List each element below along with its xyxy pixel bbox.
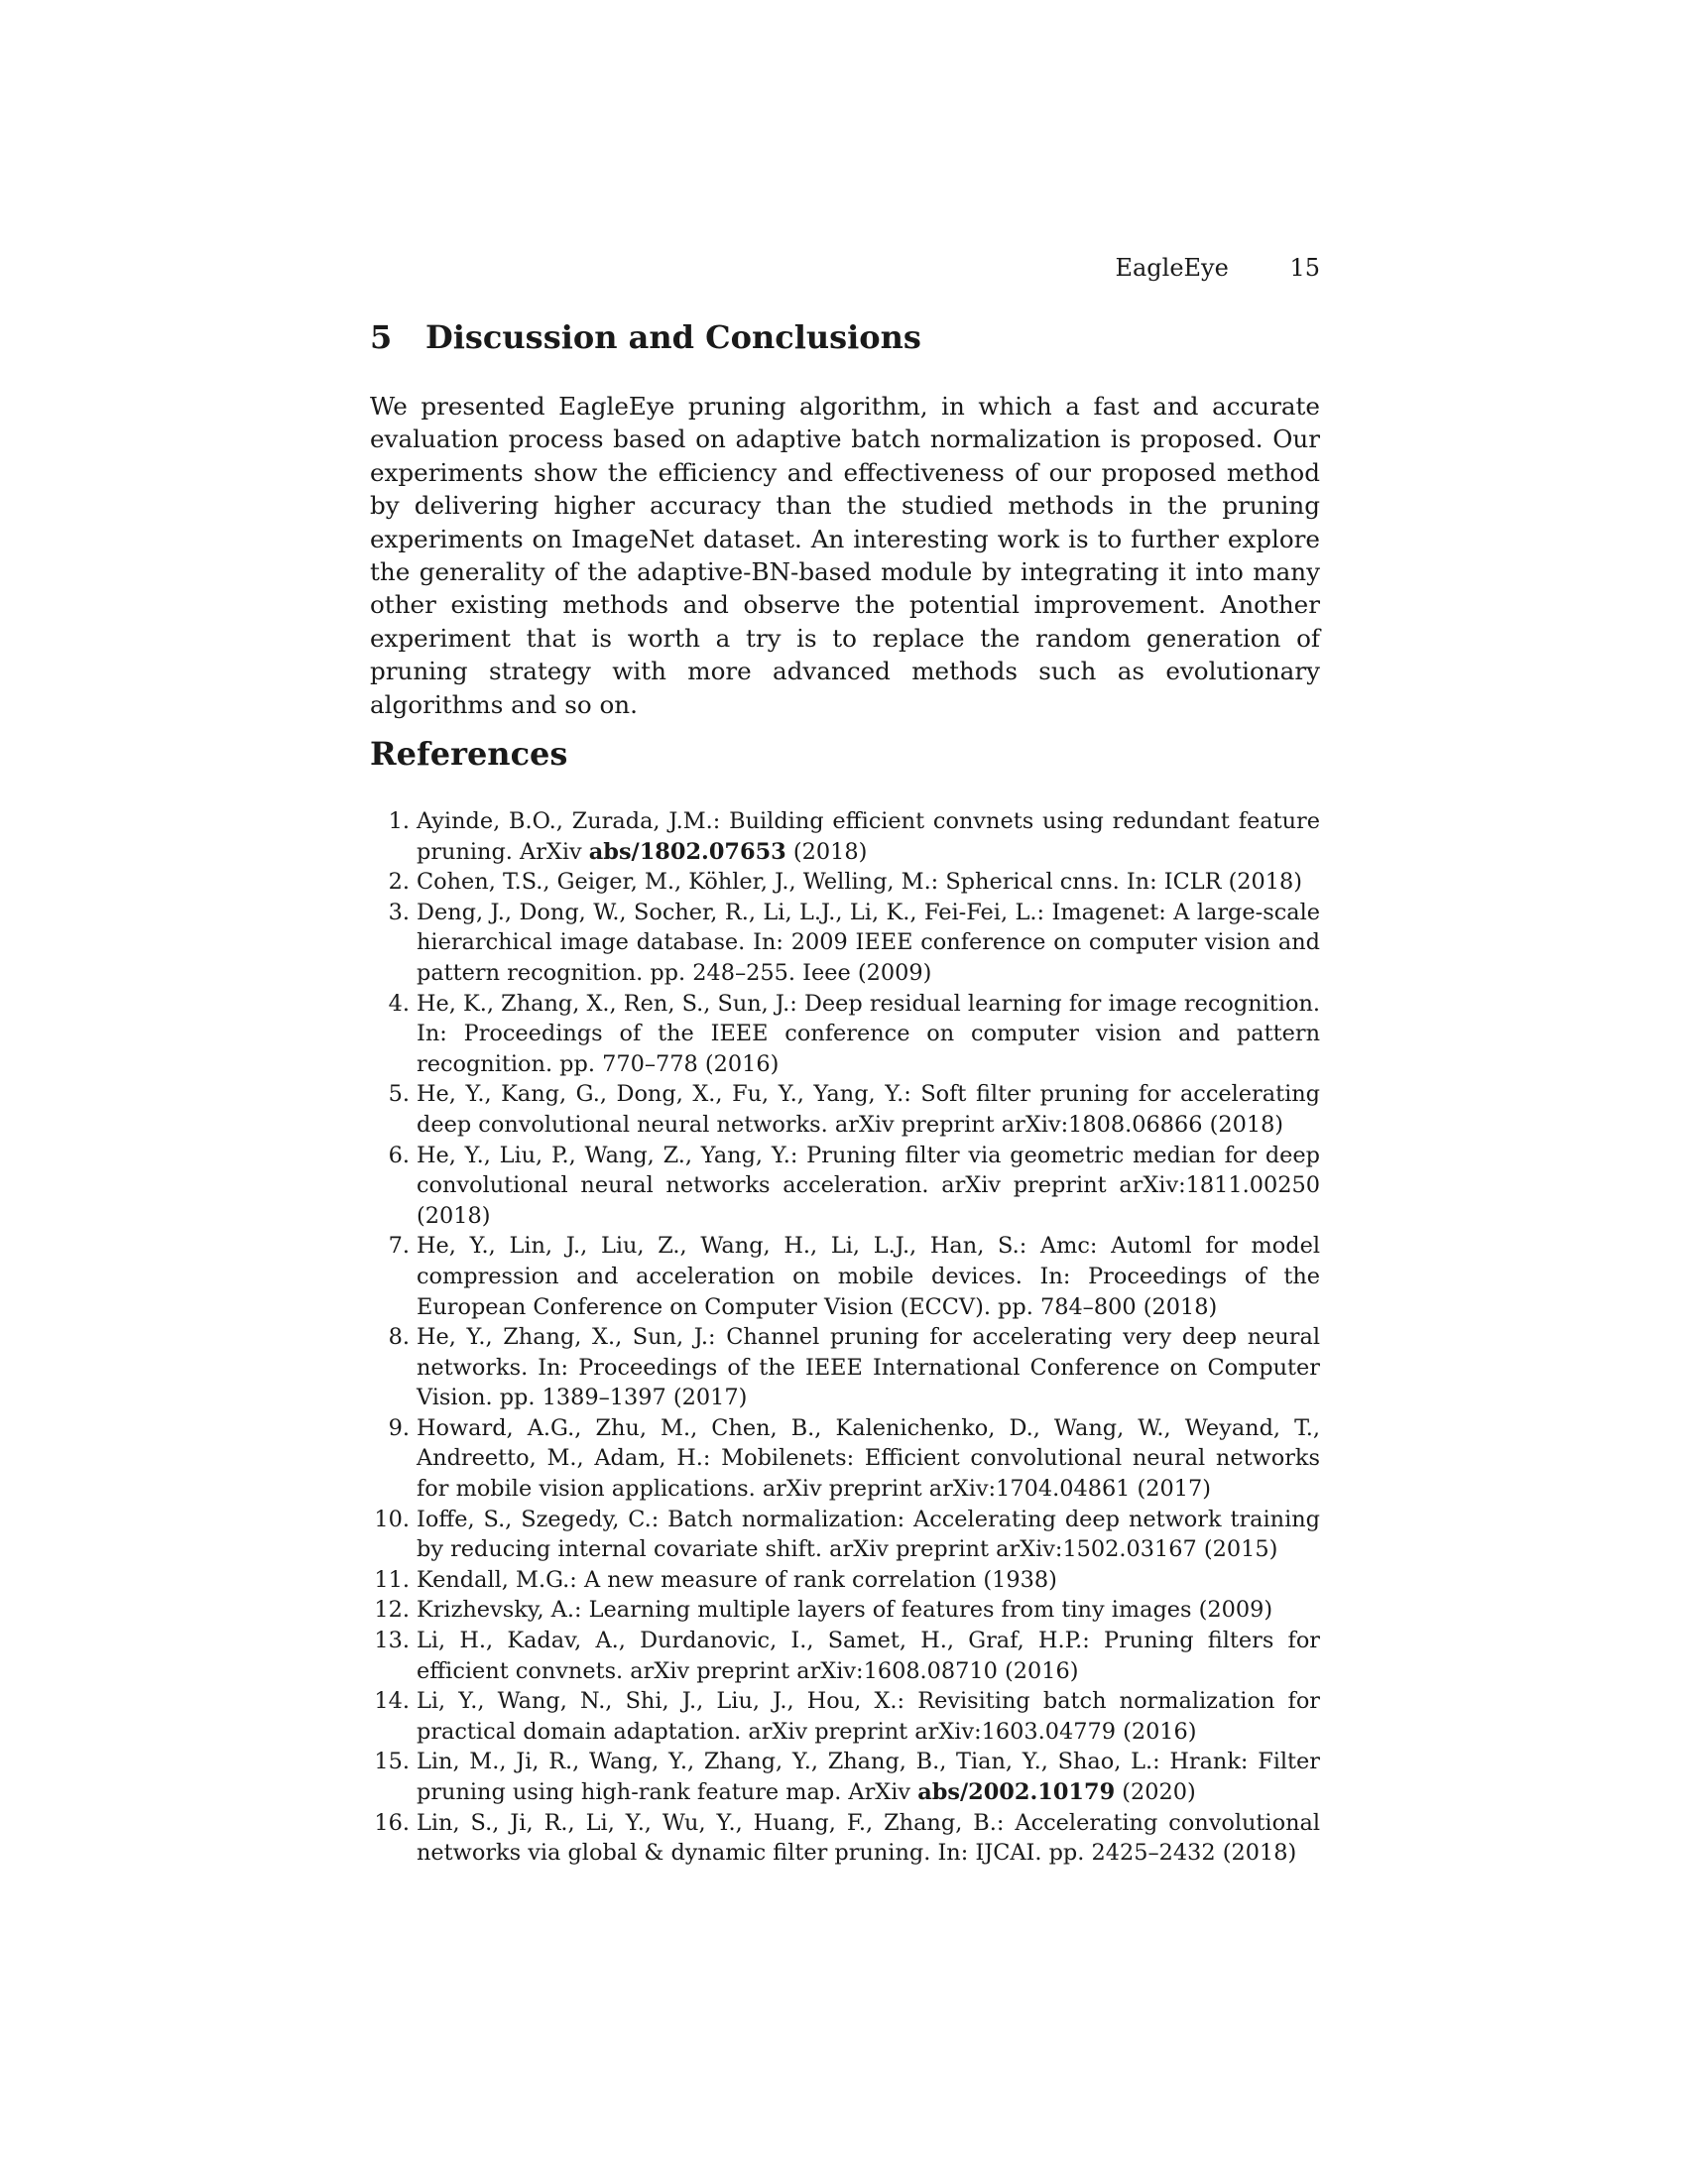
reference-text xyxy=(417,1597,1272,1623)
reference-text xyxy=(417,1324,1320,1410)
reference-text xyxy=(417,1810,1320,1867)
reference-item xyxy=(370,867,1320,898)
reference-citation: Lin, S., Ji, R., Li, Y., Wu, Y., Huang, F., Zhang, B.: Accelerating convolutional networks via global & dynamic filter pruning. In: IJCAI. pp. 2425–2432 (2018) xyxy=(417,1809,1320,1867)
reference-number: 8. xyxy=(388,1324,410,1351)
reference-citation: Ayinde, B.O., Zurada, J.M.: Building efficient convnets using redundant feature pruning. ArXiv xyxy=(417,808,1320,865)
page-number: 15 xyxy=(1289,254,1320,282)
reference-item xyxy=(370,898,1320,989)
reference-citation: He, K., Zhang, X., Ren, S., Sun, J.: Deep residual learning for image recognition. In: Proceedings of the IEEE conference on computer vision and pattern recognition. pp. 770–778 (2016) xyxy=(417,990,1320,1077)
reference-number: 9. xyxy=(388,1414,410,1441)
reference-year: (2020) xyxy=(1115,1779,1196,1805)
reference-text xyxy=(417,1507,1320,1563)
reference-citation: Cohen, T.S., Geiger, M., Köhler, J., Welling, M.: Spherical cnns. In: ICLR (2018) xyxy=(417,869,1303,896)
reference-item xyxy=(370,806,1320,867)
reference-text xyxy=(417,900,1320,986)
references-heading: References xyxy=(370,735,568,773)
running-title: EagleEye xyxy=(1115,254,1229,282)
reference-item xyxy=(370,1141,1320,1232)
reference-year: (2018) xyxy=(785,838,868,865)
section-number: 5 xyxy=(370,318,393,356)
reference-text xyxy=(417,1143,1320,1229)
reference-number: 5. xyxy=(388,1081,410,1108)
reference-number: 6. xyxy=(388,1142,410,1168)
reference-item xyxy=(370,1079,1320,1140)
reference-arxiv-id: abs/2002.10179 xyxy=(917,1779,1116,1805)
reference-item xyxy=(370,1505,1320,1565)
reference-number: 4. xyxy=(388,990,410,1017)
reference-number: 11. xyxy=(374,1566,410,1593)
section-title: Discussion and Conclusions xyxy=(425,318,921,356)
reference-text xyxy=(417,1688,1320,1745)
reference-number: 3. xyxy=(388,899,410,925)
reference-number: 13. xyxy=(374,1628,410,1654)
reference-number: 16. xyxy=(374,1809,410,1836)
reference-text xyxy=(417,808,1320,865)
reference-citation: He, Y., Lin, J., Liu, Z., Wang, H., Li, L.J., Han, S.: Amc: Automl for model compression and acceleration on mobile devices. In: Proceedings of the European Conference on Computer Vision (ECCV). pp. 784–800 (2018) xyxy=(417,1233,1320,1320)
reference-number: 2. xyxy=(388,869,410,896)
reference-citation: Li, Y., Wang, N., Shi, J., Liu, J., Hou, X.: Revisiting batch normalization for practical domain adaptation. arXiv preprint arXiv:1603.04779 (2016) xyxy=(417,1688,1320,1745)
reference-number: 10. xyxy=(374,1506,410,1532)
reference-citation: Krizhevsky, A.: Learning multiple layers of features from tiny images (2009) xyxy=(417,1597,1273,1624)
reference-citation: He, Y., Kang, G., Dong, X., Fu, Y., Yang, Y.: Soft filter pruning for accelerating deep convolutional neural networks. arXiv preprint arXiv:1808.06866 (2018) xyxy=(417,1081,1320,1138)
reference-text xyxy=(417,1081,1320,1138)
reference-item xyxy=(370,1413,1320,1505)
reference-citation: He, Y., Zhang, X., Sun, J.: Channel pruning for accelerating very deep neural networks. In: Proceedings of the IEEE International Conference on Computer Vision. pp. 1389–1397 (2017) xyxy=(417,1324,1320,1411)
references-list xyxy=(370,806,1320,1869)
reference-number: 15. xyxy=(374,1749,410,1775)
reference-item xyxy=(370,1747,1320,1807)
conclusion-paragraph: We presented EagleEye pruning algorithm, in which a fast and accurate evaluation process based on adaptive batch normalization is proposed. Our experiments show the efficiency and effectiveness of our proposed method by delivering higher accuracy than the studied methods in the pruning experiments on ImageNet dataset. An interesting work is to further explore the generality of the adaptive-BN-based module by integrating it into many other existing methods and observe the potential improvement. Another experiment that is worth a try is to replace the random generation of pruning strategy with more advanced methods such as evolutionary algorithms and so on. xyxy=(370,392,1320,719)
reference-citation: Lin, M., Ji, R., Wang, Y., Zhang, Y., Zhang, B., Tian, Y., Shao, L.: Hrank: Filter pruning using high-rank feature map. ArXiv xyxy=(417,1749,1320,1805)
reference-item xyxy=(370,989,1320,1080)
reference-text xyxy=(417,1567,1057,1593)
reference-item xyxy=(370,1231,1320,1322)
reference-number: 1. xyxy=(388,808,410,834)
reference-item xyxy=(370,1595,1320,1626)
reference-item xyxy=(370,1322,1320,1413)
reference-text xyxy=(417,1749,1320,1805)
reference-item xyxy=(370,1686,1320,1747)
reference-item xyxy=(370,1626,1320,1686)
reference-citation: Li, H., Kadav, A., Durdanovic, I., Samet, H., Graf, H.P.: Pruning filters for efficient convnets. arXiv preprint arXiv:1608.08710 (2016) xyxy=(417,1628,1320,1684)
reference-number: 7. xyxy=(388,1233,410,1260)
reference-item xyxy=(370,1808,1320,1869)
reference-text xyxy=(417,991,1320,1077)
reference-citation: Howard, A.G., Zhu, M., Chen, B., Kalenichenko, D., Wang, W., Weyand, T., Andreetto, M., Adam, H.: Mobilenets: Efficient convolutional neural networks for mobile vision applications. arXiv preprint arXiv:1704.04861 (2017) xyxy=(417,1414,1320,1503)
reference-arxiv-id: abs/1802.07653 xyxy=(588,838,786,865)
reference-citation: Ioffe, S., Szegedy, C.: Batch normalization: Accelerating deep network training by reducing internal covariate shift. arXiv preprint arXiv:1502.03167 (2015) xyxy=(417,1506,1320,1563)
section-heading xyxy=(370,317,921,357)
reference-citation: He, Y., Liu, P., Wang, Z., Yang, Y.: Pruning filter via geometric median for deep convolutional neural networks acceleration. arXiv preprint arXiv:1811.00250 (2018) xyxy=(417,1142,1320,1229)
reference-text xyxy=(417,869,1302,895)
running-header xyxy=(1115,253,1320,283)
reference-text xyxy=(417,1415,1320,1502)
reference-item xyxy=(370,1565,1320,1596)
paper-page xyxy=(370,0,1320,2184)
reference-text xyxy=(417,1233,1320,1319)
reference-number: 14. xyxy=(374,1688,410,1715)
reference-text xyxy=(417,1628,1320,1684)
reference-number: 12. xyxy=(374,1597,410,1624)
reference-citation: Deng, J., Dong, W., Socher, R., Li, L.J., Li, K., Fei-Fei, L.: Imagenet: A large-scale hierarchical image database. In: 2009 IEEE conference on computer vision and pattern recognition. pp. 248–255. Ieee (2009) xyxy=(417,899,1320,986)
reference-citation: Kendall, M.G.: A new measure of rank correlation (1938) xyxy=(417,1566,1057,1593)
